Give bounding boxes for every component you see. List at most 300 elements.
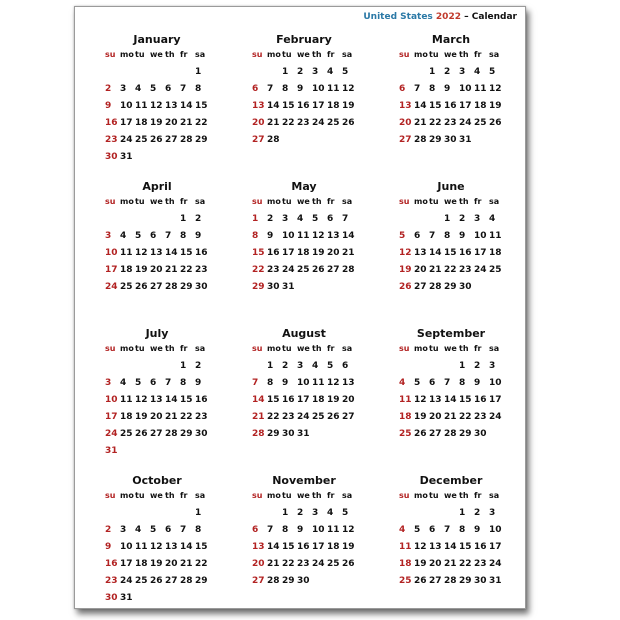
- day-cell: 17: [120, 118, 133, 128]
- day-cell: 3: [312, 508, 319, 518]
- day-cell: 23: [297, 118, 310, 128]
- day-cell: 22: [459, 559, 472, 569]
- month-june: [399, 176, 539, 323]
- day-cell: 31: [105, 446, 118, 456]
- day-cell: 24: [489, 559, 502, 569]
- day-cell: 21: [165, 412, 178, 422]
- month-april: [105, 176, 245, 323]
- weekday-label: su: [399, 344, 410, 353]
- day-cell: 24: [489, 412, 502, 422]
- day-cell: 29: [195, 135, 208, 145]
- day-cell: 25: [120, 429, 133, 439]
- day-cell: 6: [414, 231, 421, 241]
- day-cell: 27: [429, 429, 442, 439]
- day-cell: 14: [342, 231, 355, 241]
- month-name: May: [291, 180, 317, 193]
- weekday-header: [105, 47, 245, 62]
- empty-cell: [252, 358, 267, 375]
- day-cell: 22: [282, 118, 295, 128]
- day-cell: 14: [165, 395, 178, 405]
- day-cell: 1: [252, 214, 259, 224]
- day-cell: 30: [459, 282, 472, 292]
- day-cell: 1: [444, 214, 451, 224]
- day-cell: 17: [105, 265, 118, 275]
- weekday-label: we: [444, 50, 457, 59]
- day-cell: 4: [399, 378, 406, 388]
- day-cell: 9: [444, 84, 451, 94]
- day-cell: 11: [135, 542, 148, 552]
- weekday-label: fr: [327, 491, 335, 500]
- weekday-label: th: [165, 491, 175, 500]
- day-cell: 17: [459, 101, 472, 111]
- day-cell: 19: [342, 101, 355, 111]
- day-cell: 27: [165, 576, 178, 586]
- weekday-label: we: [150, 50, 163, 59]
- weekday-label: we: [150, 197, 163, 206]
- day-cell: 1: [267, 361, 274, 371]
- day-cell: 22: [282, 559, 295, 569]
- day-cell: 18: [312, 395, 325, 405]
- day-cell: 5: [399, 231, 406, 241]
- day-cell: 26: [150, 135, 163, 145]
- day-cell: 30: [444, 135, 457, 145]
- day-cell: 15: [180, 395, 193, 405]
- day-cell: 8: [180, 231, 187, 241]
- day-cell: 4: [120, 231, 127, 241]
- day-cell: 22: [195, 559, 208, 569]
- day-cell: 13: [429, 395, 442, 405]
- day-cell: 1: [195, 508, 202, 518]
- day-cell: 8: [282, 525, 289, 535]
- days-grid: [252, 505, 392, 590]
- day-cell: 14: [444, 395, 457, 405]
- empty-cell: [399, 358, 414, 375]
- day-cell: 2: [297, 508, 304, 518]
- day-cell: 5: [135, 231, 142, 241]
- empty-cell: [120, 505, 135, 522]
- day-cell: 13: [429, 542, 442, 552]
- weekday-label: fr: [474, 197, 482, 206]
- weekday-label: su: [252, 344, 263, 353]
- empty-cell: [180, 505, 195, 522]
- day-cell: 20: [252, 559, 265, 569]
- day-cell: 24: [297, 412, 310, 422]
- day-cell: 3: [297, 361, 304, 371]
- day-cell: 22: [252, 265, 265, 275]
- day-cell: 15: [267, 395, 280, 405]
- empty-cell: [399, 505, 414, 522]
- day-cell: 28: [414, 135, 427, 145]
- day-cell: 19: [399, 265, 412, 275]
- day-cell: 4: [327, 508, 334, 518]
- day-cell: 16: [297, 542, 310, 552]
- day-cell: 21: [444, 412, 457, 422]
- day-cell: 6: [252, 525, 259, 535]
- empty-cell: [267, 505, 282, 522]
- weekday-label: mo: [120, 197, 134, 206]
- weekday-label: sa: [195, 491, 206, 500]
- empty-cell: [135, 211, 150, 228]
- day-cell: 1: [195, 67, 202, 77]
- month-name: August: [282, 327, 326, 340]
- day-cell: 12: [150, 542, 163, 552]
- day-cell: 9: [459, 231, 466, 241]
- day-cell: 27: [414, 282, 427, 292]
- day-cell: 29: [180, 282, 193, 292]
- day-cell: 24: [312, 559, 325, 569]
- day-cell: 25: [474, 118, 487, 128]
- day-cell: 21: [165, 265, 178, 275]
- day-cell: 11: [312, 378, 325, 388]
- day-cell: 18: [120, 412, 133, 422]
- day-cell: 2: [195, 214, 202, 224]
- weekday-header: [399, 488, 539, 503]
- day-cell: 9: [282, 378, 289, 388]
- day-cell: 15: [180, 248, 193, 258]
- day-cell: 29: [444, 282, 457, 292]
- weekday-header: [252, 488, 392, 503]
- day-cell: 13: [165, 542, 178, 552]
- day-cell: 28: [252, 429, 265, 439]
- weekday-label: fr: [327, 197, 335, 206]
- month-january: [105, 29, 245, 176]
- month-name: July: [145, 327, 169, 340]
- day-cell: 8: [444, 231, 451, 241]
- day-cell: 16: [474, 395, 487, 405]
- day-cell: 13: [399, 101, 412, 111]
- day-cell: 13: [150, 248, 163, 258]
- header-country: United States: [363, 12, 433, 22]
- day-cell: 12: [414, 395, 427, 405]
- weekday-label: mo: [267, 491, 281, 500]
- day-cell: 28: [444, 576, 457, 586]
- weekday-label: su: [399, 50, 410, 59]
- weekday-label: fr: [474, 50, 482, 59]
- weekday-label: th: [459, 197, 469, 206]
- empty-cell: [105, 505, 120, 522]
- empty-cell: [105, 358, 120, 375]
- day-cell: 8: [195, 525, 202, 535]
- months-grid: [105, 29, 520, 617]
- day-cell: 2: [444, 67, 451, 77]
- days-grid: [252, 64, 392, 149]
- weekday-label: th: [312, 50, 322, 59]
- weekday-label: su: [105, 197, 116, 206]
- day-cell: 26: [414, 429, 427, 439]
- day-cell: 31: [489, 576, 502, 586]
- weekday-label: th: [165, 344, 175, 353]
- day-cell: 15: [282, 101, 295, 111]
- day-cell: 26: [489, 118, 502, 128]
- weekday-label: tu: [429, 50, 439, 59]
- day-cell: 30: [474, 576, 487, 586]
- weekday-label: th: [459, 491, 469, 500]
- day-cell: 8: [252, 231, 259, 241]
- weekday-label: sa: [489, 197, 500, 206]
- weekday-header: [105, 488, 245, 503]
- day-cell: 30: [474, 429, 487, 439]
- day-cell: 27: [342, 412, 355, 422]
- day-cell: 24: [105, 282, 118, 292]
- day-cell: 22: [429, 118, 442, 128]
- day-cell: 17: [312, 101, 325, 111]
- day-cell: 17: [120, 559, 133, 569]
- weekday-header: [105, 194, 245, 209]
- day-cell: 10: [120, 542, 133, 552]
- weekday-label: sa: [342, 197, 353, 206]
- day-cell: 18: [297, 248, 310, 258]
- days-grid: [399, 211, 539, 296]
- day-cell: 8: [429, 84, 436, 94]
- day-cell: 6: [327, 214, 334, 224]
- day-cell: 28: [180, 576, 193, 586]
- day-cell: 31: [120, 152, 133, 162]
- day-cell: 5: [327, 361, 334, 371]
- weekday-label: we: [297, 344, 310, 353]
- day-cell: 21: [342, 248, 355, 258]
- month-november: [252, 470, 392, 617]
- days-grid: [399, 505, 539, 590]
- weekday-label: sa: [342, 50, 353, 59]
- day-cell: 17: [489, 395, 502, 405]
- day-cell: 4: [135, 525, 142, 535]
- days-grid: [105, 505, 245, 607]
- weekday-label: we: [444, 344, 457, 353]
- weekday-label: tu: [429, 491, 439, 500]
- empty-cell: [180, 64, 195, 81]
- weekday-label: tu: [135, 344, 145, 353]
- weekday-label: th: [312, 344, 322, 353]
- weekday-label: sa: [489, 50, 500, 59]
- day-cell: 10: [105, 248, 118, 258]
- day-cell: 20: [429, 559, 442, 569]
- day-cell: 18: [135, 118, 148, 128]
- day-cell: 20: [252, 118, 265, 128]
- weekday-label: fr: [180, 344, 188, 353]
- day-cell: 12: [150, 101, 163, 111]
- day-cell: 30: [195, 429, 208, 439]
- weekday-label: sa: [195, 50, 206, 59]
- day-cell: 13: [150, 395, 163, 405]
- day-cell: 16: [195, 248, 208, 258]
- day-cell: 5: [489, 67, 496, 77]
- weekday-label: tu: [135, 491, 145, 500]
- day-cell: 1: [429, 67, 436, 77]
- day-cell: 26: [342, 118, 355, 128]
- day-cell: 7: [444, 525, 451, 535]
- day-cell: 19: [135, 265, 148, 275]
- day-cell: 9: [267, 231, 274, 241]
- day-cell: 27: [429, 576, 442, 586]
- day-cell: 31: [120, 593, 133, 603]
- calendar-page: [74, 6, 526, 609]
- day-cell: 22: [267, 412, 280, 422]
- weekday-label: we: [297, 197, 310, 206]
- weekday-label: mo: [267, 197, 281, 206]
- day-cell: 14: [267, 101, 280, 111]
- day-cell: 30: [105, 152, 118, 162]
- weekday-label: fr: [180, 197, 188, 206]
- calendar-header: [363, 12, 517, 22]
- day-cell: 24: [459, 118, 472, 128]
- day-cell: 24: [474, 265, 487, 275]
- day-cell: 3: [282, 214, 289, 224]
- day-cell: 5: [414, 378, 421, 388]
- day-cell: 15: [195, 542, 208, 552]
- day-cell: 31: [459, 135, 472, 145]
- day-cell: 14: [252, 395, 265, 405]
- empty-cell: [165, 358, 180, 375]
- day-cell: 4: [312, 361, 319, 371]
- weekday-label: su: [399, 197, 410, 206]
- day-cell: 28: [429, 282, 442, 292]
- day-cell: 5: [150, 525, 157, 535]
- weekday-label: tu: [282, 344, 292, 353]
- day-cell: 11: [297, 231, 310, 241]
- day-cell: 23: [444, 118, 457, 128]
- weekday-header: [252, 47, 392, 62]
- day-cell: 3: [120, 84, 127, 94]
- day-cell: 29: [267, 429, 280, 439]
- day-cell: 9: [474, 378, 481, 388]
- days-grid: [399, 64, 539, 149]
- day-cell: 20: [165, 118, 178, 128]
- day-cell: 7: [414, 84, 421, 94]
- day-cell: 4: [399, 525, 406, 535]
- day-cell: 3: [489, 508, 496, 518]
- day-cell: 12: [399, 248, 412, 258]
- weekday-label: th: [459, 344, 469, 353]
- weekday-label: fr: [327, 50, 335, 59]
- day-cell: 25: [297, 265, 310, 275]
- day-cell: 30: [267, 282, 280, 292]
- day-cell: 13: [165, 101, 178, 111]
- day-cell: 8: [267, 378, 274, 388]
- day-cell: 23: [297, 559, 310, 569]
- day-cell: 20: [429, 412, 442, 422]
- day-cell: 15: [459, 542, 472, 552]
- day-cell: 6: [429, 378, 436, 388]
- days-grid: [105, 64, 245, 166]
- day-cell: 8: [180, 378, 187, 388]
- weekday-label: su: [105, 344, 116, 353]
- month-name: March: [431, 33, 471, 46]
- weekday-label: th: [165, 197, 175, 206]
- day-cell: 20: [150, 265, 163, 275]
- day-cell: 7: [444, 378, 451, 388]
- day-cell: 3: [105, 378, 112, 388]
- day-cell: 25: [399, 576, 412, 586]
- day-cell: 21: [180, 118, 193, 128]
- day-cell: 3: [312, 67, 319, 77]
- weekday-label: fr: [474, 344, 482, 353]
- day-cell: 12: [312, 231, 325, 241]
- day-cell: 30: [297, 576, 310, 586]
- weekday-label: mo: [120, 344, 134, 353]
- day-cell: 31: [297, 429, 310, 439]
- day-cell: 19: [150, 118, 163, 128]
- day-cell: 20: [165, 559, 178, 569]
- month-name: June: [437, 180, 465, 193]
- day-cell: 7: [342, 214, 349, 224]
- weekday-label: th: [165, 50, 175, 59]
- weekday-label: mo: [414, 491, 428, 500]
- day-cell: 25: [120, 282, 133, 292]
- weekday-label: tu: [282, 491, 292, 500]
- weekday-label: sa: [195, 197, 206, 206]
- day-cell: 18: [120, 265, 133, 275]
- weekday-label: fr: [180, 50, 188, 59]
- empty-cell: [252, 505, 267, 522]
- day-cell: 22: [180, 412, 193, 422]
- day-cell: 2: [105, 84, 112, 94]
- day-cell: 10: [474, 231, 487, 241]
- day-cell: 29: [282, 576, 295, 586]
- weekday-label: su: [252, 50, 263, 59]
- day-cell: 3: [120, 525, 127, 535]
- day-cell: 5: [414, 525, 421, 535]
- day-cell: 16: [459, 248, 472, 258]
- month-name: February: [276, 33, 332, 46]
- day-cell: 17: [474, 248, 487, 258]
- weekday-label: th: [312, 491, 322, 500]
- day-cell: 6: [150, 231, 157, 241]
- day-cell: 2: [459, 214, 466, 224]
- weekday-label: sa: [342, 344, 353, 353]
- day-cell: 12: [342, 84, 355, 94]
- day-cell: 4: [327, 67, 334, 77]
- weekday-header: [252, 341, 392, 356]
- day-cell: 5: [342, 67, 349, 77]
- day-cell: 17: [297, 395, 310, 405]
- day-cell: 22: [459, 412, 472, 422]
- day-cell: 10: [120, 101, 133, 111]
- day-cell: 29: [429, 135, 442, 145]
- day-cell: 1: [282, 67, 289, 77]
- day-cell: 12: [414, 542, 427, 552]
- day-cell: 25: [399, 429, 412, 439]
- day-cell: 11: [474, 84, 487, 94]
- day-cell: 15: [444, 248, 457, 258]
- day-cell: 26: [399, 282, 412, 292]
- weekday-label: mo: [414, 50, 428, 59]
- day-cell: 26: [327, 412, 340, 422]
- day-cell: 6: [165, 525, 172, 535]
- day-cell: 25: [327, 559, 340, 569]
- day-cell: 23: [195, 412, 208, 422]
- weekday-label: mo: [120, 491, 134, 500]
- day-cell: 29: [252, 282, 265, 292]
- empty-cell: [135, 505, 150, 522]
- day-cell: 8: [459, 378, 466, 388]
- weekday-label: su: [252, 197, 263, 206]
- day-cell: 30: [195, 282, 208, 292]
- day-cell: 16: [105, 559, 118, 569]
- day-cell: 7: [180, 525, 187, 535]
- day-cell: 22: [180, 265, 193, 275]
- weekday-label: tu: [429, 197, 439, 206]
- month-august: [252, 323, 392, 470]
- day-cell: 17: [282, 248, 295, 258]
- days-grid: [252, 358, 392, 443]
- day-cell: 20: [342, 395, 355, 405]
- weekday-label: mo: [414, 344, 428, 353]
- empty-cell: [150, 505, 165, 522]
- day-cell: 1: [282, 508, 289, 518]
- day-cell: 23: [474, 412, 487, 422]
- header-title: Calendar: [471, 12, 517, 22]
- day-cell: 7: [267, 84, 274, 94]
